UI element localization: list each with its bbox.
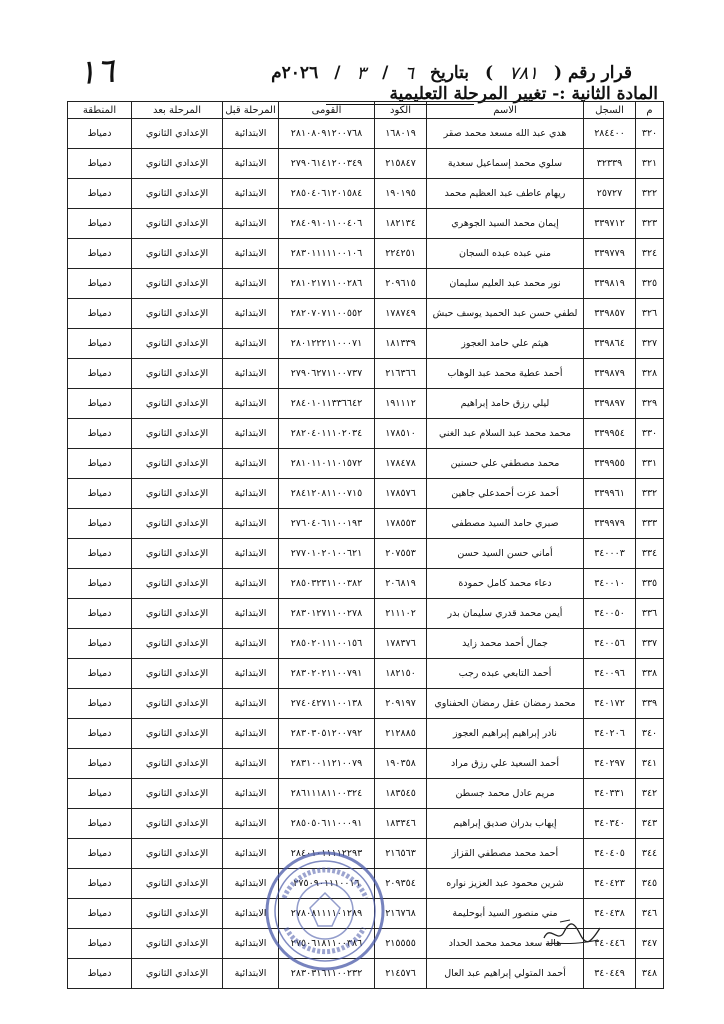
cell-registry: ٣٣٩٩٥٤: [584, 419, 636, 449]
cell-stage-after: الإعدادي الثانوي: [132, 629, 223, 659]
cell-index: ٣٢٧: [636, 329, 664, 359]
cell-stage-after: الإعدادي الثانوي: [132, 899, 223, 929]
cell-stage-after: الإعدادي الثانوي: [132, 149, 223, 179]
cell-national-id: ٢٧٥٠٦١٨١١٠٠٣٨٦: [279, 929, 375, 959]
cell-name: مني منصور السيد أبوحليمة: [427, 899, 584, 929]
cell-stage-after: الإعدادي الثانوي: [132, 449, 223, 479]
table-row: [68, 389, 664, 419]
cell-registry: ٢٨٤٤٠٠: [584, 119, 636, 149]
table-row: [68, 569, 664, 599]
header-col-index: م: [636, 102, 664, 119]
cell-code: ٢١٦٣٦٦: [375, 359, 427, 389]
cell-registry: ٣٣٩٧٧٩: [584, 239, 636, 269]
cell-name: مني عبده عبده السجان: [427, 239, 584, 269]
table-row: [68, 209, 664, 239]
cell-index: ٣٤٨: [636, 959, 664, 989]
cell-code: ٢٢٤٢٥١: [375, 239, 427, 269]
cell-name: هالة سعد محمد محمد الحداد: [427, 929, 584, 959]
cell-name: لطفي حسن عبد الحميد يوسف حبش: [427, 299, 584, 329]
cell-code: ١٩٠٣٥٨: [375, 749, 427, 779]
cell-name: ريهام عاطف عبد العظيم محمد: [427, 179, 584, 209]
cell-national-id: ٢٨٥٠٥٠٦١١٠٠٠٩١: [279, 809, 375, 839]
cell-index: ٣٤٢: [636, 779, 664, 809]
cell-code: ٢٠٦٨١٩: [375, 569, 427, 599]
cell-national-id: ٢٨٢٠٧٠٧١١٠٠٥٥٢: [279, 299, 375, 329]
cell-national-id: ٢٧٩٠٦١٤١٢٠٠٣٤٩: [279, 149, 375, 179]
date-label: بتاريخ: [429, 63, 469, 83]
cell-national-id: ٢٨١٠١١٠١١٠١٥٧٢: [279, 449, 375, 479]
cell-registry: ٣٣٩٩٦١: [584, 479, 636, 509]
cell-region: دمياط: [68, 659, 132, 689]
cell-region: دمياط: [68, 959, 132, 989]
cell-code: ١٧٨٣٧٦: [375, 629, 427, 659]
cell-region: دمياط: [68, 839, 132, 869]
cell-region: دمياط: [68, 929, 132, 959]
cell-stage-before: الابتدائية: [223, 749, 279, 779]
cell-name: سلوي محمد إسماعيل سعدية: [427, 149, 584, 179]
cell-code: ٢٠٩٦١٥: [375, 269, 427, 299]
cell-code: ١٧٨٤٧٨: [375, 449, 427, 479]
cell-name: هدي عبد الله مسعد محمد صقر: [427, 119, 584, 149]
cell-national-id: ٢٨٤٠١٠١١٣٣٦٦٤٢: [279, 389, 375, 419]
cell-registry: ٣٣٩٩٥٥: [584, 449, 636, 479]
cell-stage-after: الإعدادي الثانوي: [132, 539, 223, 569]
cell-region: دمياط: [68, 569, 132, 599]
cell-stage-after: الإعدادي الثانوي: [132, 359, 223, 389]
cell-national-id: ٢٨١٠٢١٧١١٠٠٢٨٦: [279, 269, 375, 299]
cell-stage-before: الابتدائية: [223, 719, 279, 749]
cell-name: أحمد السعيد علي رزق مراد: [427, 749, 584, 779]
cell-region: دمياط: [68, 179, 132, 209]
table-row: [68, 809, 664, 839]
cell-registry: ٣٣٩٨٦٤: [584, 329, 636, 359]
cell-index: ٣٣٧: [636, 629, 664, 659]
cell-index: ٣٢٩: [636, 389, 664, 419]
cell-national-id: ٢٨٣٠٣٠٥١٢٠٠٧٩٢: [279, 719, 375, 749]
cell-registry: ٣٣٩٨١٩: [584, 269, 636, 299]
cell-stage-after: الإعدادي الثانوي: [132, 209, 223, 239]
header-col-national-id: القومى: [279, 102, 375, 119]
cell-code: ٢٠٩١٩٧: [375, 689, 427, 719]
cell-name: نور محمد عبد العليم سليمان: [427, 269, 584, 299]
table-row: [68, 329, 664, 359]
cell-stage-before: الابتدائية: [223, 449, 279, 479]
cell-stage-after: الإعدادي الثانوي: [132, 929, 223, 959]
cell-stage-before: الابتدائية: [223, 479, 279, 509]
cell-national-id: ٢٨٣٠١١١١١٠٠١٠٦: [279, 239, 375, 269]
cell-code: ٢١٥٨٤٧: [375, 149, 427, 179]
cell-region: دمياط: [68, 239, 132, 269]
cell-national-id: ٢٨٥٠٣٢٣١١٠٠٣٨٢: [279, 569, 375, 599]
cell-name: مريم عادل محمد جسطن: [427, 779, 584, 809]
cell-stage-after: الإعدادي الثانوي: [132, 269, 223, 299]
cell-index: ٣٤١: [636, 749, 664, 779]
cell-name: هيثم علي حامد العجوز: [427, 329, 584, 359]
cell-name: أماني حسن السيد حسن: [427, 539, 584, 569]
cell-stage-before: الابتدائية: [223, 539, 279, 569]
table-header-row: [68, 102, 664, 119]
cell-stage-before: الابتدائية: [223, 329, 279, 359]
cell-registry: ٣٤٠٤٤٦: [584, 929, 636, 959]
cell-name: إيهاب بدران صديق إبراهيم: [427, 809, 584, 839]
cell-code: ١٨٣٥٤٥: [375, 779, 427, 809]
cell-code: ٢١٤٥٧٦: [375, 959, 427, 989]
cell-region: دمياط: [68, 509, 132, 539]
cell-region: دمياط: [68, 419, 132, 449]
cell-stage-after: الإعدادي الثانوي: [132, 479, 223, 509]
cell-index: ٣٤٠: [636, 719, 664, 749]
cell-code: ٢٠٩٣٥٤: [375, 869, 427, 899]
official-seal-icon: [262, 848, 388, 974]
cell-name: أحمد محمد مصطفي القزاز: [427, 839, 584, 869]
cell-stage-before: الابتدائية: [223, 569, 279, 599]
handwritten-page-number: ١٦: [76, 50, 116, 94]
cell-registry: ٣٢٣٣٩: [584, 149, 636, 179]
cell-registry: ٣٤٠٢٩٧: [584, 749, 636, 779]
cell-region: دمياط: [68, 299, 132, 329]
cell-registry: ٣٣٩٧١٢: [584, 209, 636, 239]
cell-registry: ٢٥٧٢٧: [584, 179, 636, 209]
cell-stage-before: الابتدائية: [223, 389, 279, 419]
cell-stage-after: الإعدادي الثانوي: [132, 239, 223, 269]
date-month: ٣: [356, 62, 367, 84]
cell-code: ٢٠٧٥٥٣: [375, 539, 427, 569]
cell-stage-before: الابتدائية: [223, 659, 279, 689]
cell-code: ١٨١٣٣٩: [375, 329, 427, 359]
cell-region: دمياط: [68, 209, 132, 239]
table-row: [68, 509, 664, 539]
cell-national-id: ٢٨٠١٢٢٢١١٠٠٠٧١: [279, 329, 375, 359]
cell-region: دمياط: [68, 389, 132, 419]
cell-stage-after: الإعدادي الثانوي: [132, 839, 223, 869]
cell-stage-after: الإعدادي الثانوي: [132, 299, 223, 329]
cell-stage-before: الابتدائية: [223, 929, 279, 959]
cell-national-id: ٢٨٣١٠٠١١٢١٠٠٧٩: [279, 749, 375, 779]
cell-index: ٣٢٥: [636, 269, 664, 299]
decision-header: [90, 62, 632, 84]
cell-region: دمياط: [68, 119, 132, 149]
cell-stage-before: الابتدائية: [223, 779, 279, 809]
cell-index: ٣٢٠: [636, 119, 664, 149]
cell-index: ٣٣٥: [636, 569, 664, 599]
decision-close: ): [484, 63, 493, 83]
cell-national-id: ٢٧٨٠٨١١١١٠١٢٨٩: [279, 899, 375, 929]
cell-index: ٣٢٣: [636, 209, 664, 239]
decision-label: قرار رقم (: [554, 63, 632, 83]
cell-stage-before: الابتدائية: [223, 119, 279, 149]
cell-registry: ٣٤٠٣٤٠: [584, 809, 636, 839]
cell-registry: ٣٤٠٤٠٥: [584, 839, 636, 869]
cell-name: أحمد المتولي إبراهيم عبد العال: [427, 959, 584, 989]
cell-index: ٣٣٤: [636, 539, 664, 569]
cell-index: ٣٣٨: [636, 659, 664, 689]
cell-name: محمد مصطفي علي حسنين: [427, 449, 584, 479]
table-row: [68, 539, 664, 569]
cell-name: أحمد التابعي عبده رجب: [427, 659, 584, 689]
cell-stage-before: الابتدائية: [223, 419, 279, 449]
header-col-name: الاسم: [427, 102, 584, 119]
cell-region: دمياط: [68, 479, 132, 509]
table-row: [68, 599, 664, 629]
cell-code: ١٧٨٥٧٦: [375, 479, 427, 509]
cell-stage-before: الابتدائية: [223, 509, 279, 539]
cell-national-id: ٢٨٤٠٩١٠١١٠٠٤٠٦: [279, 209, 375, 239]
cell-stage-after: الإعدادي الثانوي: [132, 689, 223, 719]
decision-number: ٧٨١: [509, 62, 539, 84]
cell-registry: ٣٤٠٠٥٠: [584, 599, 636, 629]
cell-name: أحمد عطية محمد عبد الوهاب: [427, 359, 584, 389]
table-row: [68, 149, 664, 179]
cell-stage-after: الإعدادي الثانوي: [132, 749, 223, 779]
cell-stage-before: الابتدائية: [223, 809, 279, 839]
cell-registry: ٣٤٠٤٢٣: [584, 869, 636, 899]
table-row: [68, 179, 664, 209]
cell-registry: ٣٤٠٠٥٦: [584, 629, 636, 659]
cell-index: ٣٣٣: [636, 509, 664, 539]
article-title: المادة الثانية :- تغيير المرحلة التعليمية: [389, 84, 658, 104]
table-row: [68, 359, 664, 389]
cell-region: دمياط: [68, 599, 132, 629]
cell-stage-before: الابتدائية: [223, 959, 279, 989]
cell-stage-after: الإعدادي الثانوي: [132, 329, 223, 359]
header-col-stage-before: المرحلة قبل: [223, 102, 279, 119]
table-row: [68, 449, 664, 479]
cell-name: أيمن محمد قدري سليمان بدر: [427, 599, 584, 629]
table-row: [68, 419, 664, 449]
cell-code: ١٧٨٥١٠: [375, 419, 427, 449]
cell-code: ١٨٣٣٤٦: [375, 809, 427, 839]
cell-name: نادر إبراهيم إبراهيم العجوز: [427, 719, 584, 749]
cell-name: ليلي رزق حامد إبراهيم: [427, 389, 584, 419]
cell-code: ٢١٦٥٦٣: [375, 839, 427, 869]
cell-code: ١٧٨٥٥٣: [375, 509, 427, 539]
table-row: [68, 779, 664, 809]
cell-stage-after: الإعدادي الثانوي: [132, 419, 223, 449]
cell-region: دمياط: [68, 809, 132, 839]
table-row: [68, 749, 664, 779]
cell-name: دعاء محمد كامل حمودة: [427, 569, 584, 599]
cell-region: دمياط: [68, 539, 132, 569]
cell-national-id: ٢٨٣٠٢٠٢١١٠٠٧٩١: [279, 659, 375, 689]
cell-national-id: ٢٨٣٠١٢٧١١٠٠٢٧٨: [279, 599, 375, 629]
cell-stage-after: الإعدادي الثانوي: [132, 659, 223, 689]
cell-stage-before: الابتدائية: [223, 689, 279, 719]
cell-stage-before: الابتدائية: [223, 629, 279, 659]
date-separator: /: [382, 63, 389, 83]
cell-national-id: ٢٨٥٠٢٠١١١٠٠١٥٦: [279, 629, 375, 659]
table-row: [68, 479, 664, 509]
cell-name: محمد محمد عبد السلام عبد الغني: [427, 419, 584, 449]
cell-national-id: ٢٨٤١٢٠٨١١٠٠٧١٥: [279, 479, 375, 509]
cell-registry: ٣٤٠٤٤٩: [584, 959, 636, 989]
cell-registry: ٣٤٠٤٣٨: [584, 899, 636, 929]
cell-national-id: ٢٧٧٠١٠٢٠١٠٠٦٢١: [279, 539, 375, 569]
cell-stage-after: الإعدادي الثانوي: [132, 719, 223, 749]
cell-stage-before: الابتدائية: [223, 269, 279, 299]
cell-region: دمياط: [68, 449, 132, 479]
cell-stage-after: الإعدادي الثانوي: [132, 869, 223, 899]
handwritten-signature-icon: [540, 914, 604, 950]
cell-national-id: ٢٨٣٠٣١٦١١٠٠٢٣٢: [279, 959, 375, 989]
cell-national-id: ٢٨٦١١١٨١١٠٠٣٢٤: [279, 779, 375, 809]
cell-region: دمياط: [68, 719, 132, 749]
cell-index: ٣٣٢: [636, 479, 664, 509]
cell-stage-after: الإعدادي الثانوي: [132, 599, 223, 629]
cell-stage-after: الإعدادي الثانوي: [132, 509, 223, 539]
cell-index: ٣٢٢: [636, 179, 664, 209]
cell-registry: ٣٣٩٨٩٧: [584, 389, 636, 419]
table-row: [68, 299, 664, 329]
cell-index: ٣٤٧: [636, 929, 664, 959]
cell-region: دمياط: [68, 329, 132, 359]
cell-national-id: ٢٧٥٠٩٠١١١٠٠١٦: [279, 869, 375, 899]
cell-region: دمياط: [68, 359, 132, 389]
cell-region: دمياط: [68, 629, 132, 659]
header-col-region: المنطقة: [68, 102, 132, 119]
table-row: [68, 239, 664, 269]
cell-national-id: ٢٨٥٠٤٠٦١٢٠١٥٨٤: [279, 179, 375, 209]
cell-code: ١٨٢١٥٠: [375, 659, 427, 689]
cell-index: ٣٣١: [636, 449, 664, 479]
cell-region: دمياط: [68, 899, 132, 929]
cell-code: ١٦٨٠١٩: [375, 119, 427, 149]
cell-index: ٣٤٥: [636, 869, 664, 899]
cell-code: ١٧٨٧٤٩: [375, 299, 427, 329]
cell-region: دمياط: [68, 749, 132, 779]
table-row: [68, 719, 664, 749]
cell-name: شرين محمود عبد العزيز نواره: [427, 869, 584, 899]
cell-name: إيمان محمد السيد الجوهري: [427, 209, 584, 239]
cell-code: ٢١٦٧٦٨: [375, 899, 427, 929]
header-col-stage-after: المرحلة بعد: [132, 102, 223, 119]
table-row: [68, 119, 664, 149]
date-year: ٢٠٢٦م: [271, 63, 319, 83]
cell-stage-after: الإعدادي الثانوي: [132, 179, 223, 209]
cell-region: دمياط: [68, 269, 132, 299]
cell-stage-after: الإعدادي الثانوي: [132, 389, 223, 419]
cell-stage-after: الإعدادي الثانوي: [132, 119, 223, 149]
cell-stage-after: الإعدادي الثانوي: [132, 809, 223, 839]
cell-name: أحمد عزت أحمدعلي جاهين: [427, 479, 584, 509]
cell-stage-after: الإعدادي الثانوي: [132, 569, 223, 599]
cell-stage-before: الابتدائية: [223, 839, 279, 869]
cell-registry: ٣٣٩٨٥٧: [584, 299, 636, 329]
table-row: [68, 269, 664, 299]
cell-stage-before: الابتدائية: [223, 599, 279, 629]
cell-name: محمد رمضان عقل رمضان الحفناوي: [427, 689, 584, 719]
cell-stage-before: الابتدائية: [223, 209, 279, 239]
date-day: ٦: [404, 62, 414, 84]
table-row: [68, 629, 664, 659]
cell-registry: ٣٤٠٠٩٦: [584, 659, 636, 689]
cell-index: ٣٢٤: [636, 239, 664, 269]
cell-registry: ٣٤٠٠٠٣: [584, 539, 636, 569]
cell-region: دمياط: [68, 779, 132, 809]
cell-code: ١٨٢١٣٤: [375, 209, 427, 239]
table-row: [68, 689, 664, 719]
cell-code: ٢١١١٠٢: [375, 599, 427, 629]
cell-stage-after: الإعدادي الثانوي: [132, 779, 223, 809]
cell-stage-before: الابتدائية: [223, 149, 279, 179]
cell-name: صبري حامد السيد مصطفي: [427, 509, 584, 539]
cell-national-id: ٢٧٦٠٤٠٦١١٠٠١٩٣: [279, 509, 375, 539]
cell-code: ١٩١١١٢: [375, 389, 427, 419]
cell-stage-before: الابتدائية: [223, 299, 279, 329]
date-separator: /: [334, 63, 341, 83]
header-col-code: الكود: [375, 102, 427, 119]
cell-stage-before: الابتدائية: [223, 239, 279, 269]
cell-national-id: ٢٨٤٠١٠١١١١٢٢٩٣: [279, 839, 375, 869]
cell-stage-before: الابتدائية: [223, 359, 279, 389]
cell-code: ١٩٠١٩٥: [375, 179, 427, 209]
cell-index: ٣٣٠: [636, 419, 664, 449]
cell-national-id: ٢٧٩٠٦٢٧١١٠٠٧٣٧: [279, 359, 375, 389]
cell-region: دمياط: [68, 149, 132, 179]
cell-index: ٣٢٦: [636, 299, 664, 329]
cell-index: ٣٤٦: [636, 899, 664, 929]
cell-stage-before: الابتدائية: [223, 179, 279, 209]
cell-registry: ٣٤٠٣٣١: [584, 779, 636, 809]
cell-national-id: ٢٧٤٠٤٢٧١١٠٠١٣٨: [279, 689, 375, 719]
cell-index: ٣٤٣: [636, 809, 664, 839]
cell-code: ٢١٢٨٨٥: [375, 719, 427, 749]
cell-region: دمياط: [68, 689, 132, 719]
cell-index: ٣٣٦: [636, 599, 664, 629]
cell-index: ٣٢٨: [636, 359, 664, 389]
cell-stage-after: الإعدادي الثانوي: [132, 959, 223, 989]
cell-name: جمال أحمد محمد زايد: [427, 629, 584, 659]
cell-index: ٣٢١: [636, 149, 664, 179]
cell-national-id: ٢٨١٠٨٠٩١٢٠٠٧٦٨: [279, 119, 375, 149]
cell-index: ٣٣٩: [636, 689, 664, 719]
cell-national-id: ٢٨٢٠٤٠١١١٠٢٠٣٤: [279, 419, 375, 449]
cell-code: ٢١٥٥٥٥: [375, 929, 427, 959]
cell-registry: ٣٤٠٢٠٦: [584, 719, 636, 749]
cell-registry: ٣٤٠١٧٢: [584, 689, 636, 719]
cell-index: ٣٤٤: [636, 839, 664, 869]
cell-registry: ٣٣٩٩٧٩: [584, 509, 636, 539]
table-row: [68, 659, 664, 689]
cell-registry: ٣٣٩٨٧٩: [584, 359, 636, 389]
cell-stage-before: الابتدائية: [223, 869, 279, 899]
header-col-registry: السجل: [584, 102, 636, 119]
cell-stage-before: الابتدائية: [223, 899, 279, 929]
cell-registry: ٣٤٠٠١٠: [584, 569, 636, 599]
cell-region: دمياط: [68, 869, 132, 899]
